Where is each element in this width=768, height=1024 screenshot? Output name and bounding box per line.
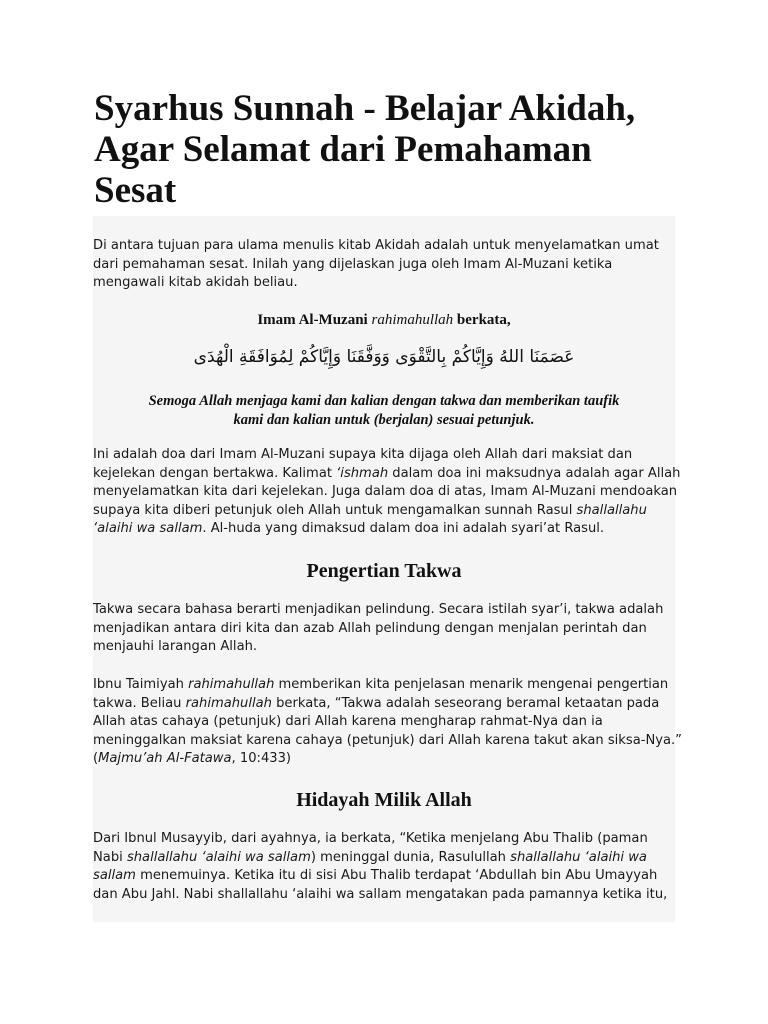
translation-line: Semoga Allah menjaga kami dan kalian dengan takwa dan memberikan taufik <box>148 393 620 409</box>
hidayah-line: Dari Ibnul Musayyib, dari ayahnya, ia berkata, “Ketika menjelang Abu Thalib (paman <box>93 831 648 846</box>
hidayah-line: dan Abu Jahl. Nabi shallallahu ‘alaihi wa sallam mengatakan pada pamannya ketika itu, <box>93 886 668 902</box>
takwa-line: menjauhi larangan Allah. <box>93 639 258 654</box>
quote-translation <box>93 392 675 430</box>
hidayah-paragraph <box>93 830 681 904</box>
hidayah-line: Nabi shallallahu ‘alaihi wa sallam) meninggal dunia, Rasulullah shallallahu ‘alaihi wa <box>93 849 647 865</box>
italic-term: shallallahu ‘alaihi wa sallam <box>126 849 311 865</box>
quote-honorific: rahimahullah <box>371 312 454 328</box>
arabic-quote: عَصَمَنَا اللهُ وَإِيَّاكُمْ بِالتَّقْوَى وَوَفَّقَنَا وَإِيَّاكُمْ لِمُوَافَقَةِ الْهُدَى <box>193 347 575 367</box>
explanation-line: supaya kita diberi petunjuk oleh Allah untuk mengamalkan sunnah Rasul shallallahu <box>93 502 647 518</box>
takwa-line: meninggalkan maksiat karena cahaya (petunjuk) dari Allah karena takut akan siksa-Nya.” <box>93 732 682 748</box>
intro-line: dari pemahaman sesat. Inilah yang dijelaskan juga oleh Imam Al-Muzani ketika <box>93 256 613 272</box>
takwa-paragraph-2 <box>93 676 681 769</box>
section-heading-takwa: Pengertian Takwa <box>306 560 462 582</box>
translation-line: kami dan kalian untuk (berjalan) sesuai petunjuk. <box>233 412 535 428</box>
italic-term: rahimahullah <box>185 695 272 711</box>
hidayah-line: sallam menemuinya. Ketika itu di sisi Abu Thalib terdapat ‘Abdullah bin Abu Umayyah <box>93 868 658 883</box>
takwa-line: (Majmu’ah Al-Fatawa, 10:433) <box>93 751 292 766</box>
italic-term: shallallahu ‘alaihi wa <box>510 849 647 865</box>
quote-attribution <box>93 311 675 329</box>
italic-term: ‘alaihi wa sallam <box>93 521 203 536</box>
explanation-line: kejelekan dengan bertakwa. Kalimat ‘ishmah dalam doa ini maksudnya adalah agar Allah <box>93 465 681 481</box>
intro-line: mengawali kitab akidah beliau. <box>93 275 298 290</box>
page-title: Syarhus Sunnah - Belajar Akidah, Agar Selamat dari Pemahaman Sesat <box>94 88 636 211</box>
explanation-line: menyelamatkan kita dari kejelekan. Juga dalam doa di atas, Imam Al-Muzani mendoakan <box>93 484 678 499</box>
takwa-line: takwa. Beliau rahimahullah berkata, “Takwa adalah seseorang beramal ketaatan pada <box>93 695 660 711</box>
explanation-line: Ini adalah doa dari Imam Al-Muzani supaya kita dijaga oleh Allah dari maksiat dan <box>93 447 633 462</box>
italic-term: shallallahu <box>576 502 647 518</box>
italic-term: ‘ishmah <box>336 465 389 481</box>
takwa-line: Takwa secara bahasa berarti menjadikan pelindung. Secara istilah syar’i, takwa adalah <box>93 602 664 617</box>
intro-paragraph <box>93 237 681 293</box>
takwa-line: Ibnu Taimiyah rahimahullah memberikan kita penjelasan menarik mengenai pengertian <box>93 677 669 692</box>
intro-line: Di antara tujuan para ulama menulis kitab Akidah adalah untuk menyelamatkan umat <box>93 238 659 253</box>
takwa-line: menjadikan antara diri kita dan azab Allah pelindung dengan menjalan perintah dan <box>93 620 647 636</box>
explanation-line: ‘alaihi wa sallam. Al-huda yang dimaksud dalam doa ini adalah syari’at Rasul. <box>93 521 605 536</box>
quote-speaker: Imam Al-Muzani <box>257 312 368 328</box>
citation-title: Majmu’ah Al-Fatawa <box>98 751 232 766</box>
explanation-paragraph <box>93 446 681 539</box>
italic-term: sallam <box>93 868 136 883</box>
takwa-paragraph-1 <box>93 601 681 657</box>
takwa-line: Allah atas cahaya (petunjuk) dari Allah karena mengharap rahmat-Nya dan ia <box>93 714 603 729</box>
quote-verb: berkata, <box>456 312 511 328</box>
section-heading-hidayah: Hidayah Milik Allah <box>296 789 472 811</box>
italic-term: rahimahullah <box>188 677 275 692</box>
